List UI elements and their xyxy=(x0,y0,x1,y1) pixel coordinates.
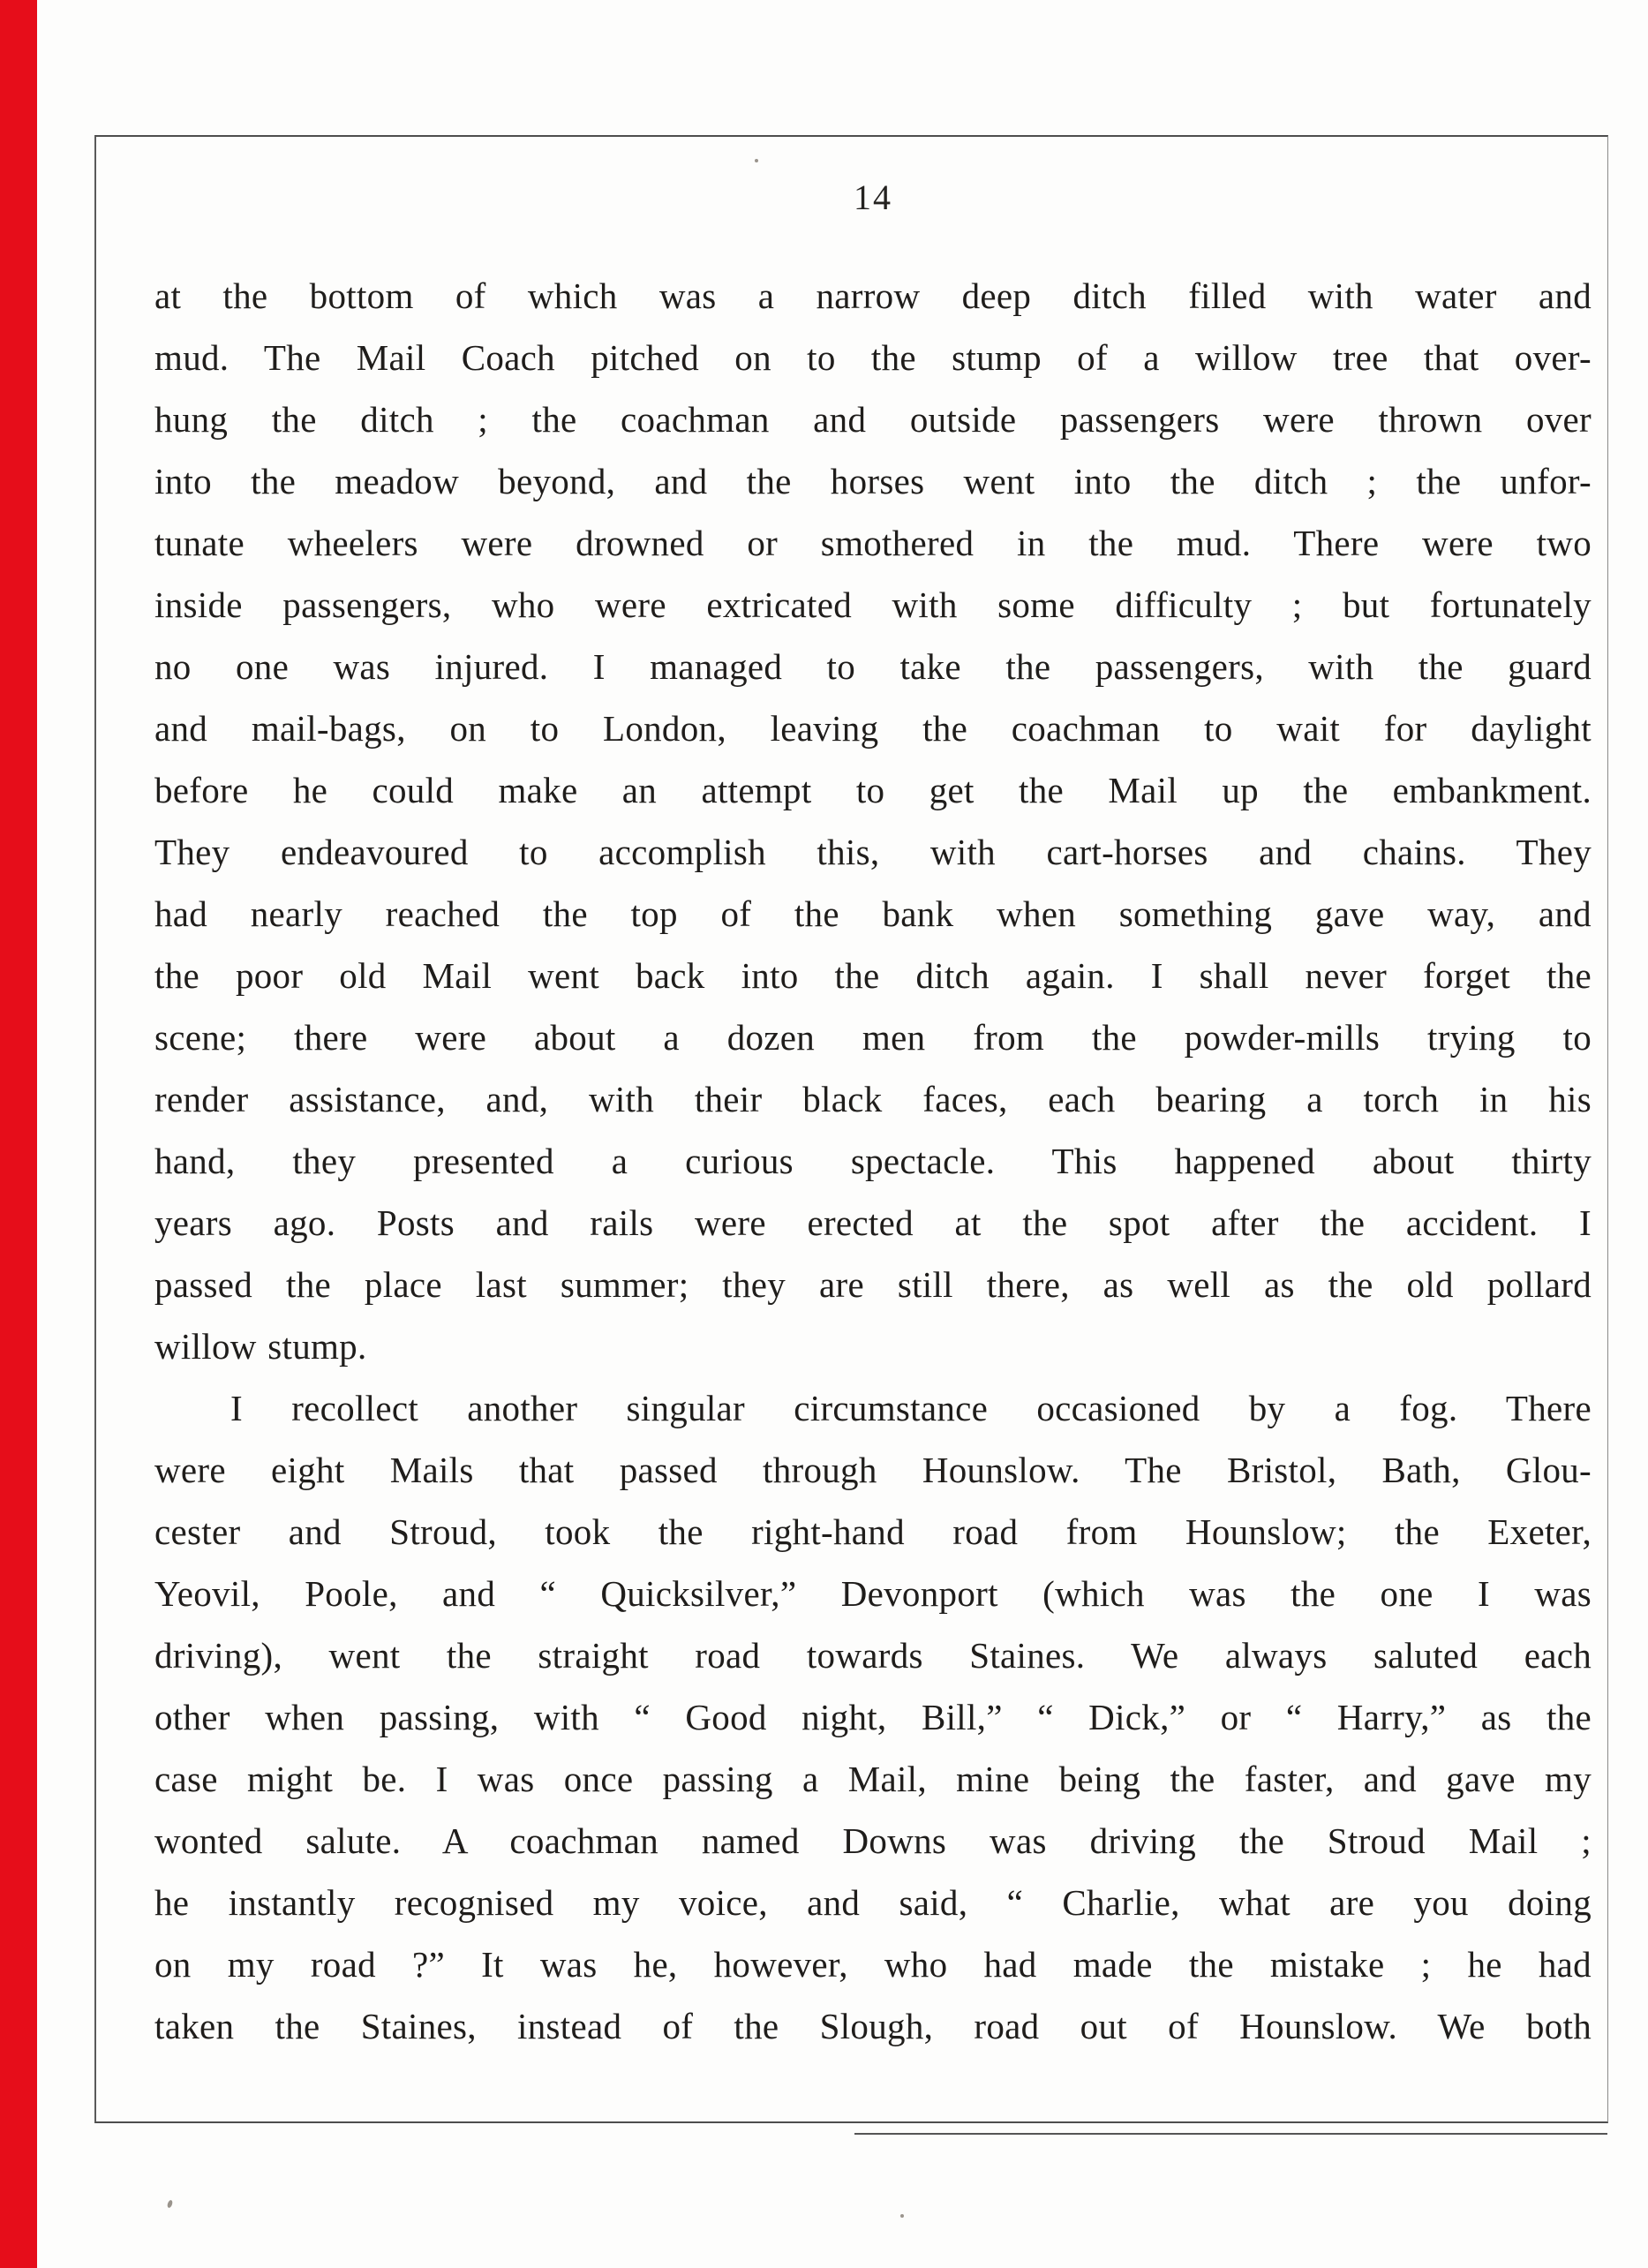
text-line: driving), went the straight road towards Staines. We always saluted each xyxy=(154,1635,1592,1676)
text-line: had nearly reached the top of the bank when something gave way, and xyxy=(154,893,1592,934)
text-line: render assistance, and, with their black faces, each bearing a torch in his xyxy=(154,1079,1592,1119)
text-line: taken the Staines, instead of the Slough, road out of Hounslow. We both xyxy=(154,2006,1592,2046)
scan-artifact xyxy=(755,159,758,162)
text-line: Yeovil, Poole, and “ Quicksilver,” Devonport (which was the one I was xyxy=(154,1573,1592,1614)
text-line: before he could make an attempt to get the Mail up the embankment. xyxy=(154,770,1592,810)
text-line: into the meadow beyond, and the horses went into the ditch ; the unfor- xyxy=(154,461,1592,501)
text-line: scene; there were about a dozen men from the powder-mills trying to xyxy=(154,1017,1592,1058)
paragraph xyxy=(154,265,1592,1377)
text-line: were eight Mails that passed through Hounslow. The Bristol, Bath, Glou- xyxy=(154,1450,1592,1490)
text-line: cester and Stroud, took the right-hand road from Hounslow; the Exeter, xyxy=(154,1511,1592,1552)
scan-artifact xyxy=(167,2199,174,2208)
text-line: the poor old Mail went back into the ditch again. I shall never forget the xyxy=(154,955,1592,996)
text-line: tunate wheelers were drowned or smothered in the mud. There were two xyxy=(154,523,1592,563)
text-line: and mail-bags, on to London, leaving the coachman to wait for daylight xyxy=(154,708,1592,749)
text-line: inside passengers, who were extricated with some difficulty ; but fortunately xyxy=(154,584,1592,625)
text-line: mud. The Mail Coach pitched on to the stump of a willow tree that over- xyxy=(154,337,1592,378)
text-line: I recollect another singular circumstance occasioned by a fog. There xyxy=(230,1388,1592,1428)
text-line: hung the ditch ; the coachman and outside passengers were thrown over xyxy=(154,399,1592,440)
page-border-bottom-double-rule xyxy=(854,2133,1607,2135)
text-line: other when passing, with “ Good night, Bill,” “ Dick,” or “ Harry,” as the xyxy=(154,1697,1592,1737)
text-line: willow stump. xyxy=(154,1326,367,1367)
text-line: wonted salute. A coachman named Downs was driving the Stroud Mail ; xyxy=(154,1820,1592,1861)
text-line: years ago. Posts and rails were erected at the spot after the accident. I xyxy=(154,1202,1592,1243)
paragraph xyxy=(154,1377,1592,2057)
page-number: 14 xyxy=(854,177,892,217)
text-line: They endeavoured to accomplish this, with cart-horses and chains. They xyxy=(154,832,1592,872)
scan-artifact xyxy=(900,2214,904,2218)
text-line: no one was injured. I managed to take the passengers, with the guard xyxy=(154,646,1592,687)
text-line: hand, they presented a curious spectacle. This happened about thirty xyxy=(154,1141,1592,1181)
text-line: passed the place last summer; they are still there, as well as the old pollard xyxy=(154,1264,1592,1305)
text-line: he instantly recognised my voice, and said, “ Charlie, what are you doing xyxy=(154,1882,1592,1923)
book-gutter-stripe xyxy=(0,0,37,2268)
text-line: case might be. I was once passing a Mail, mine being the faster, and gave my xyxy=(154,1759,1592,1799)
text-block xyxy=(154,265,1592,2057)
text-line: on my road ?” It was he, however, who had made the mistake ; he had xyxy=(154,1944,1592,1985)
text-line: at the bottom of which was a narrow deep ditch filled with water and xyxy=(154,275,1592,316)
